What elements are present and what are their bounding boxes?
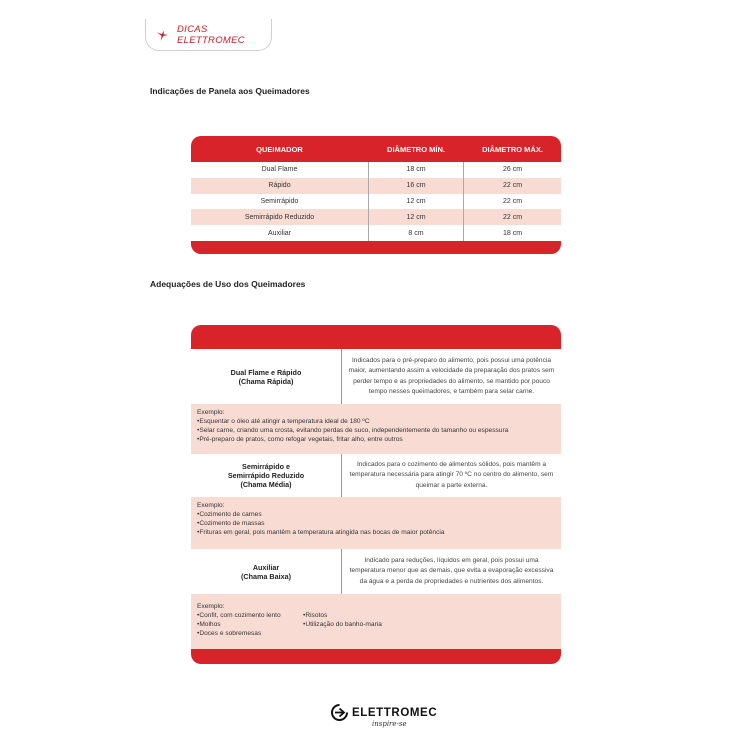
- list-item: • Cozimento de carnes: [197, 510, 555, 519]
- example-columns: [197, 611, 555, 638]
- examples-box: [191, 404, 561, 454]
- burner-name: Semirrápido e: [242, 462, 290, 471]
- cell-burner: Auxiliar: [268, 229, 291, 237]
- table-body: [191, 162, 561, 241]
- burner-usage-table: [191, 325, 561, 664]
- burner-description: Indicados para o cozimento de alimentos sólidos, pois mantêm a temperatura necessária para atingir 70 ºC no centro do alimento, sem queimar a parte externa.: [349, 460, 554, 489]
- table-body: [191, 349, 561, 649]
- cell-max: 18 cm: [502, 229, 523, 237]
- burner-name-2: Semirrápido Reduzido: [227, 471, 305, 480]
- brand-tagline: inspire-se: [372, 720, 407, 728]
- flame-type: (Chama Baixa): [241, 571, 291, 581]
- examples-box: [191, 594, 561, 649]
- table-row: [191, 194, 561, 210]
- brand-name: ELETTROMEC: [352, 706, 438, 719]
- cell-min: 12 cm: [368, 209, 464, 225]
- list-item: • Utilização do banho-maria: [303, 620, 382, 629]
- burner-name: Auxiliar: [252, 562, 280, 572]
- brand-logo: [331, 704, 437, 721]
- list-item: • Esquentar o óleo até atingir a temperatura ideal de 180 ºC: [197, 417, 555, 426]
- pan-size-table: [191, 136, 561, 254]
- header-tab-label: DICAS ELETTROMEC: [176, 23, 245, 46]
- list-item: • Risotos: [303, 611, 382, 620]
- header-max-diameter: DIÂMETRO MÁX.: [482, 144, 543, 154]
- table-row: [191, 178, 561, 194]
- cell-min: 12 cm: [368, 194, 464, 210]
- list-item: • Frituras em geral, pois mantêm a temperatura atingida nas bocas de maior potência: [197, 528, 555, 537]
- cell-max: 26 cm: [502, 166, 523, 174]
- header-min-diameter: DIÂMETRO MÍN.: [387, 144, 445, 154]
- cell-max: 22 cm: [502, 197, 523, 205]
- cell-min: 16 cm: [368, 178, 464, 194]
- cell-burner: Dual Flame: [261, 166, 298, 174]
- example-title: Exemplo:: [197, 409, 225, 416]
- burner-label: [191, 454, 342, 497]
- example-list: [303, 611, 382, 638]
- cell-max: 22 cm: [502, 213, 523, 221]
- table-header: [191, 136, 561, 162]
- header-tab: [145, 19, 272, 51]
- brand-mark-icon: [331, 704, 348, 721]
- list-item: • Pré-preparo de pratos, como refogar vegetais, fritar alho, entre outros: [197, 435, 555, 444]
- table-header-bar: [191, 325, 561, 349]
- section-title-pan-sizes: Indicações de Panela aos Queimadores: [150, 86, 310, 96]
- cell-max: 22 cm: [502, 182, 523, 190]
- example-list: [197, 611, 303, 638]
- example-list: [197, 510, 555, 537]
- cell-burner: Rápido: [268, 182, 291, 190]
- example-list: [197, 417, 555, 444]
- cell-min: 8 cm: [368, 225, 464, 241]
- section-title-burner-usage: Adequações de Uso dos Queimadores: [150, 279, 306, 289]
- example-title: Exemplo:: [197, 502, 225, 509]
- burner-label: [191, 349, 342, 404]
- cell-burner: Semirrápido: [260, 197, 299, 205]
- header-burner: QUEIMADOR: [256, 144, 303, 154]
- burner-label: [191, 549, 342, 594]
- hummingbird-icon: [156, 28, 169, 42]
- burner-description: Indicados para o pré-preparo do alimento, pois possui uma potência maior, aumentando assim a velocidade da preparação dos pratos sem perder tempo e as propriedades do alimento, se mantido por pouco tempo nesses queimadores, e também para selar carne.: [348, 356, 555, 395]
- list-item: • Cozimento de massas: [197, 519, 555, 528]
- usage-row-rapid: [191, 349, 561, 404]
- flame-type: (Chama Média): [240, 480, 292, 489]
- list-item: • Confit, com cozimento lento: [197, 611, 303, 620]
- burner-name: Dual Flame e Rápido: [230, 367, 302, 377]
- list-item: • Selar carne, criando uma crosta, evitando perdas de suco, independentemente do tamanho ou espessura: [197, 426, 555, 435]
- cell-burner: Semirrápido Reduzido: [244, 213, 315, 221]
- example-title: Exemplo:: [197, 603, 225, 610]
- cell-min: 18 cm: [368, 162, 464, 178]
- list-item: • Doces e sobremesas: [197, 629, 303, 638]
- examples-box: [191, 497, 561, 549]
- burner-description: Indicado para reduções, líquidos em geral, pois possui uma temperatura menor que as demais, que evita a evaporação excessiva da água e a perda de propriedades e nutrientes dos alimentos.: [349, 556, 554, 585]
- table-row: [191, 209, 561, 225]
- table-row: [191, 225, 561, 241]
- usage-row-low: [191, 549, 561, 594]
- usage-row-medium: [191, 454, 561, 497]
- list-item: • Molhos: [197, 620, 303, 629]
- flame-type: (Chama Rápida): [238, 376, 294, 386]
- table-row: [191, 162, 561, 178]
